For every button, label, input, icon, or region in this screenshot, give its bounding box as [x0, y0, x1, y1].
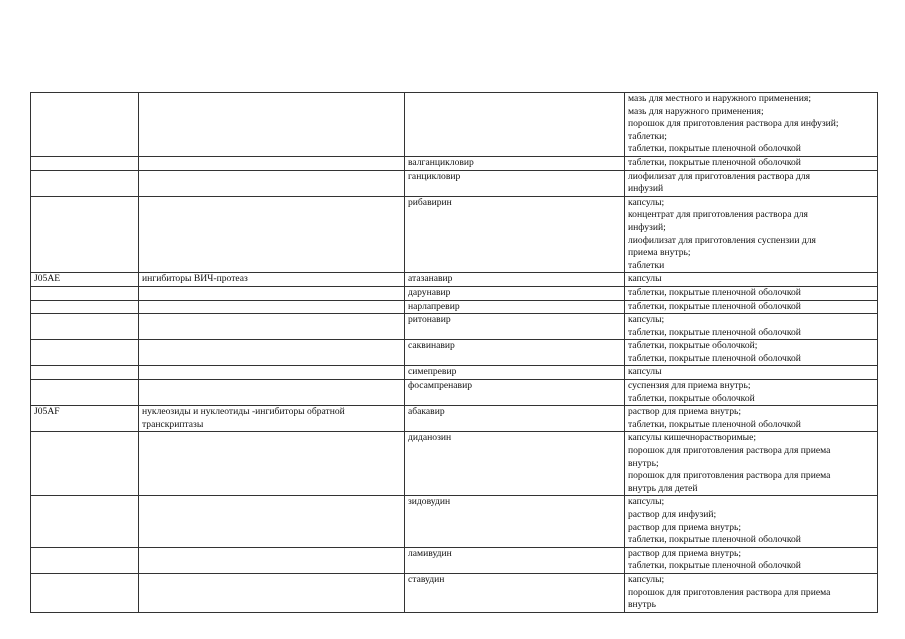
- dosage-form-line: раствор для приема внутрь;: [628, 547, 742, 559]
- dosage-forms-cell: [625, 573, 878, 612]
- atc-code: [34, 496, 135, 509]
- drug-name: дарунавир: [408, 286, 451, 298]
- drug-name: ритонавир: [408, 314, 451, 326]
- atc-code: [34, 301, 135, 314]
- dosage-forms-cell: [625, 156, 878, 170]
- drug-name-cell: [405, 366, 625, 380]
- drug-name-cell: [405, 406, 625, 432]
- table-row: [31, 340, 878, 366]
- dosage-form-line: таблетки;: [628, 130, 667, 142]
- table-row: [31, 286, 878, 300]
- group-name-line: транскриптазы: [142, 418, 204, 430]
- dosage-forms-cell: [625, 406, 878, 432]
- atc-code-cell: [31, 496, 139, 547]
- dosage-form-line: раствор для инфузий;: [628, 509, 717, 520]
- atc-code-cell: [31, 170, 139, 196]
- dosage-form-line: таблетки, покрытые пленочной оболочкой: [628, 300, 801, 312]
- atc-code: [34, 432, 135, 445]
- dosage-forms-cell: [625, 93, 878, 157]
- dosage-form-line: капсулы;: [628, 573, 665, 585]
- atc-code: [34, 314, 135, 327]
- table-row: [31, 366, 878, 380]
- atc-code: [34, 171, 135, 184]
- table-row: [31, 196, 878, 273]
- dosage-form-line: мазь для местного и наружного применения;: [628, 93, 811, 104]
- dosage-form-line: суспензия для приема внутрь;: [628, 380, 751, 392]
- dosage-form-line: таблетки, покрытые пленочной оболочкой: [628, 156, 801, 168]
- drug-name-cell: [405, 547, 625, 573]
- atc-code: [34, 340, 135, 353]
- dosage-form-line: порошок для приготовления раствора для приема: [628, 445, 831, 457]
- atc-code: J05AF: [34, 406, 60, 418]
- atc-code-cell: [31, 93, 139, 157]
- table-row: [31, 547, 878, 573]
- dosage-form-line: капсулы;: [628, 196, 665, 208]
- dosage-form-line: внутрь: [628, 599, 656, 611]
- dosage-form-line: таблетки, покрытые пленочной оболочкой: [628, 286, 801, 298]
- anatomical-group-cell: [139, 366, 405, 380]
- anatomical-group-cell: [139, 340, 405, 366]
- table-row: [31, 314, 878, 340]
- atc-code-cell: [31, 300, 139, 314]
- anatomical-group-cell: [139, 547, 405, 573]
- dosage-form-line: раствор для приема внутрь;: [628, 406, 742, 418]
- atc-code-cell: [31, 366, 139, 380]
- drug-name-cell: [405, 496, 625, 547]
- drug-name-cell: [405, 340, 625, 366]
- anatomical-group-cell: [139, 406, 405, 432]
- atc-code-cell: [31, 432, 139, 496]
- anatomical-group-cell: [139, 93, 405, 157]
- drug-name-cell: [405, 273, 625, 287]
- dosage-form-line: капсулы: [628, 273, 662, 285]
- atc-code: [34, 548, 135, 561]
- drug-name-cell: [405, 156, 625, 170]
- dosage-form-line: мазь для наружного применения;: [628, 105, 764, 117]
- atc-code-cell: [31, 406, 139, 432]
- atc-code-cell: [31, 286, 139, 300]
- drug-name: ганцикловир: [408, 170, 461, 182]
- atc-code: [34, 380, 135, 393]
- anatomical-group-cell: [139, 170, 405, 196]
- drug-name-cell: [405, 573, 625, 612]
- dosage-form-line: раствор для приема внутрь;: [628, 521, 742, 533]
- drug-name: ламивудин: [408, 547, 452, 559]
- atc-code-cell: [31, 573, 139, 612]
- drug-name: атазанавир: [408, 273, 453, 285]
- dosage-form-line: концентрат для приготовления раствора для: [628, 209, 808, 221]
- dosage-form-line: капсулы кишечнорастворимые;: [628, 432, 757, 444]
- dosage-form-line: таблетки, покрытые оболочкой;: [628, 340, 758, 352]
- drug-name-cell: [405, 300, 625, 314]
- table-row: [31, 573, 878, 612]
- drug-name-cell: [405, 314, 625, 340]
- anatomical-group-cell: [139, 156, 405, 170]
- dosage-forms-cell: [625, 273, 878, 287]
- dosage-form-line: инфузий: [628, 183, 664, 195]
- anatomical-group-cell: [139, 300, 405, 314]
- drug-name-cell: [405, 380, 625, 406]
- drug-name: ставудин: [408, 573, 445, 585]
- group-name-line: нуклеозиды и нуклеотиды -ингибиторы обратной: [142, 406, 345, 418]
- table-row: [31, 406, 878, 432]
- dosage-form-line: внутрь для детей: [628, 482, 698, 494]
- drug-name-cell: [405, 93, 625, 157]
- dosage-forms-cell: [625, 314, 878, 340]
- drug-table-body: [31, 93, 878, 613]
- table-row: [31, 496, 878, 547]
- dosage-form-line: приема внутрь;: [628, 247, 691, 259]
- drug-name-cell: [405, 432, 625, 496]
- atc-code: [34, 197, 135, 210]
- drug-name: нарлапревир: [408, 300, 460, 312]
- drug-name: саквинавир: [408, 340, 455, 352]
- dosage-forms-cell: [625, 286, 878, 300]
- anatomical-group-cell: [139, 196, 405, 273]
- dosage-form-line: таблетки, покрытые пленочной оболочкой: [628, 143, 801, 155]
- dosage-form-line: порошок для приготовления раствора для инфузий;: [628, 118, 839, 130]
- drug-name: рибавирин: [408, 196, 452, 208]
- anatomical-group-cell: [139, 573, 405, 612]
- drug-name: абакавир: [408, 406, 445, 418]
- dosage-form-line: таблетки, покрытые оболочкой: [628, 392, 755, 404]
- dosage-forms-cell: [625, 196, 878, 273]
- drug-name: фосампренавир: [408, 380, 472, 392]
- drug-list-table: [30, 92, 878, 613]
- atc-code-cell: [31, 196, 139, 273]
- dosage-forms-cell: [625, 170, 878, 196]
- anatomical-group-cell: [139, 496, 405, 547]
- dosage-forms-cell: [625, 496, 878, 547]
- dosage-form-line: таблетки, покрытые пленочной оболочкой: [628, 560, 801, 572]
- dosage-form-line: таблетки, покрытые пленочной оболочкой: [628, 326, 801, 338]
- table-row: [31, 300, 878, 314]
- dosage-form-line: инфузий;: [628, 221, 666, 233]
- dosage-form-line: внутрь;: [628, 457, 659, 469]
- anatomical-group-cell: [139, 380, 405, 406]
- anatomical-group-cell: [139, 286, 405, 300]
- dosage-form-line: таблетки, покрытые пленочной оболочкой: [628, 534, 801, 546]
- drug-name-cell: [405, 170, 625, 196]
- dosage-form-line: порошок для приготовления раствора для приема: [628, 586, 831, 598]
- dosage-forms-cell: [625, 432, 878, 496]
- dosage-forms-cell: [625, 340, 878, 366]
- anatomical-group-cell: [139, 314, 405, 340]
- anatomical-group-cell: [139, 273, 405, 287]
- dosage-form-line: капсулы;: [628, 496, 665, 508]
- drug-name-cell: [405, 286, 625, 300]
- atc-code: [34, 574, 135, 587]
- atc-code-cell: [31, 340, 139, 366]
- drug-name: валганцикловир: [408, 156, 474, 168]
- table-row: [31, 170, 878, 196]
- dosage-forms-cell: [625, 547, 878, 573]
- dosage-form-line: капсулы;: [628, 314, 665, 326]
- table-row: [31, 380, 878, 406]
- table-row: [31, 273, 878, 287]
- dosage-form-line: таблетки, покрытые пленочной оболочкой: [628, 418, 801, 430]
- atc-code-cell: [31, 547, 139, 573]
- atc-code: J05AE: [34, 273, 61, 285]
- group-name-line: ингибиторы ВИЧ-протеаз: [142, 273, 248, 285]
- drug-name: зидовудин: [408, 496, 451, 508]
- atc-code-cell: [31, 156, 139, 170]
- dosage-form-line: капсулы: [628, 366, 662, 378]
- dosage-form-line: лиофилизат для приготовления суспензии для: [628, 234, 816, 246]
- atc-code: [34, 93, 135, 106]
- dosage-form-line: таблетки, покрытые пленочной оболочкой: [628, 352, 801, 364]
- atc-code: [34, 366, 135, 379]
- atc-code-cell: [31, 380, 139, 406]
- atc-code-cell: [31, 314, 139, 340]
- dosage-forms-cell: [625, 380, 878, 406]
- drug-name: диданозин: [408, 432, 452, 444]
- anatomical-group-cell: [139, 432, 405, 496]
- table-row: [31, 432, 878, 496]
- dosage-form-line: лиофилизат для приготовления раствора для: [628, 170, 810, 182]
- table-row: [31, 156, 878, 170]
- drug-name: [408, 93, 621, 106]
- table-row: [31, 93, 878, 157]
- atc-code: [34, 287, 135, 300]
- atc-code: [34, 157, 135, 170]
- dosage-forms-cell: [625, 366, 878, 380]
- atc-code-cell: [31, 273, 139, 287]
- drug-name: симепревир: [408, 366, 457, 378]
- dosage-form-line: таблетки: [628, 259, 665, 271]
- drug-name-cell: [405, 196, 625, 273]
- dosage-forms-cell: [625, 300, 878, 314]
- dosage-form-line: порошок для приготовления раствора для приема: [628, 470, 831, 482]
